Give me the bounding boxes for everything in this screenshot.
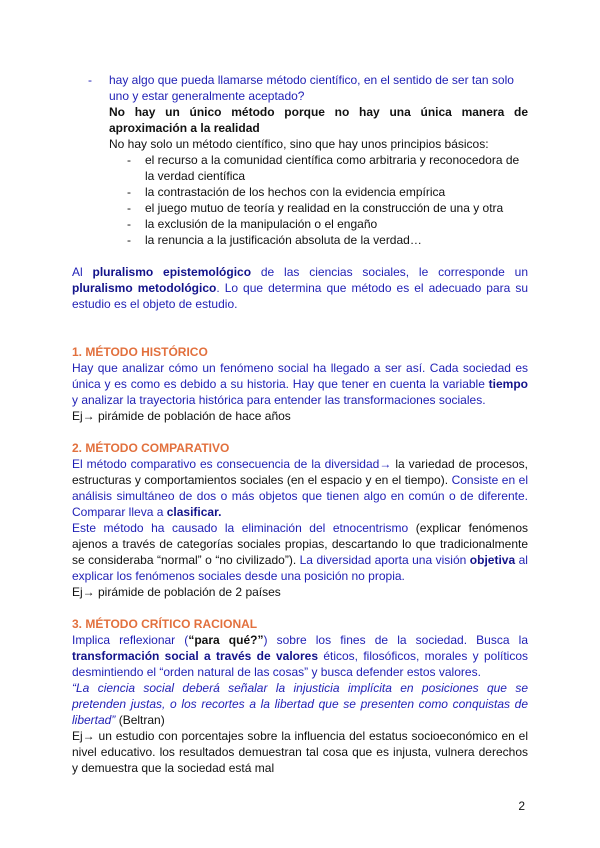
intro-answer-bold: No hay un único método porque no hay una única manera de aproximación a la realidad <box>109 105 528 135</box>
principle-dash: - <box>127 217 131 231</box>
section-heading-historico: 1. MÉTODO HISTÓRICO <box>72 345 208 359</box>
comparativo-paragraph: El método comparativo es consecuencia de la diversidad→ la variedad de procesos, estructuras y comportamientos sociales (en el espacio y en el tiempo). Consiste en el análisis simultáneo de dos o más objetos que tienen algo en común o de diferente. Comparar lleva a clasificar. Este método ha causado la eliminación del etnocentrismo (explicar fenómenos ajenos a través de categorías sociales propias, descartando lo que tradicionalmente se consideraba “normal” o “no civilizado”). La diversidad aporta una visión objetiva al explicar los fenómenos sociales desde una posición no propia. <box>72 457 528 583</box>
critico-paragraph: Implica reflexionar (“para qué?”) sobre los fines de la sociedad. Busca la transformación social a través de valores éticos, filosóficos, morales y políticos desmintiendo el “orden natural de las cosas” y busca defender estos valores. <box>72 633 528 679</box>
intro-question: hay algo que pueda llamarse método científico, en el sentido de ser tan solo uno y estar generalmente aceptado? <box>109 73 514 103</box>
principle-item: el recurso a la comunidad científica como arbitraria y reconocedora de la verdad científica <box>145 153 520 183</box>
critico-quote: “La ciencia social deberá señalar la injusticia implícita en posiciones que se pretenden justas, o los recortes a la libertad que se presenten como conquistas de libertad” (Beltran) <box>72 681 528 727</box>
pluralism-paragraph: Al pluralismo epistemológico de las ciencias sociales, le corresponde un pluralismo metodológico. Lo que determina que método es el adecuado para su estudio es el objeto de estudio. <box>72 265 528 311</box>
principle-item: la exclusión de la manipulación o el engaño <box>145 217 378 231</box>
historico-paragraph: Hay que analizar cómo un fenómeno social ha llegado a ser así. Cada sociedad es única y es como es debido a su historia. Hay que tener en cuenta la variable tiempo y analizar la trayectoria histórica para entender las transformaciones sociales. <box>72 361 528 407</box>
historico-example: Ej→ pirámide de población de hace años <box>72 409 291 423</box>
principle-dash: - <box>127 233 131 247</box>
page-number: 2 <box>518 799 525 813</box>
principle-item: el juego mutuo de teoría y realidad en la construcción de una y otra <box>145 201 504 215</box>
principle-dash: - <box>127 153 131 167</box>
comparativo-example: Ej→ pirámide de población de 2 países <box>72 585 281 599</box>
section-heading-comparativo: 2. MÉTODO COMPARATIVO <box>72 441 230 455</box>
question-dash: - <box>88 73 92 87</box>
principle-item: la renuncia a la justificación absoluta de la verdad… <box>145 233 422 247</box>
critico-example: Ej→ un estudio con porcentajes sobre la influencia del estatus socioeconómico en el nivel educativo. los resultados demuestran tal cosa que es injusta, vulnera derechos y demuestra que la sociedad está mal <box>72 729 528 775</box>
principle-dash: - <box>127 185 131 199</box>
section-heading-critico: 3. MÉTODO CRÍTICO RACIONAL <box>72 617 258 631</box>
intro-answer-text: No hay solo un método científico, sino que hay unos principios básicos: <box>109 137 489 151</box>
principle-dash: - <box>127 201 131 215</box>
principle-item: la contrastación de los hechos con la evidencia empírica <box>145 185 446 199</box>
